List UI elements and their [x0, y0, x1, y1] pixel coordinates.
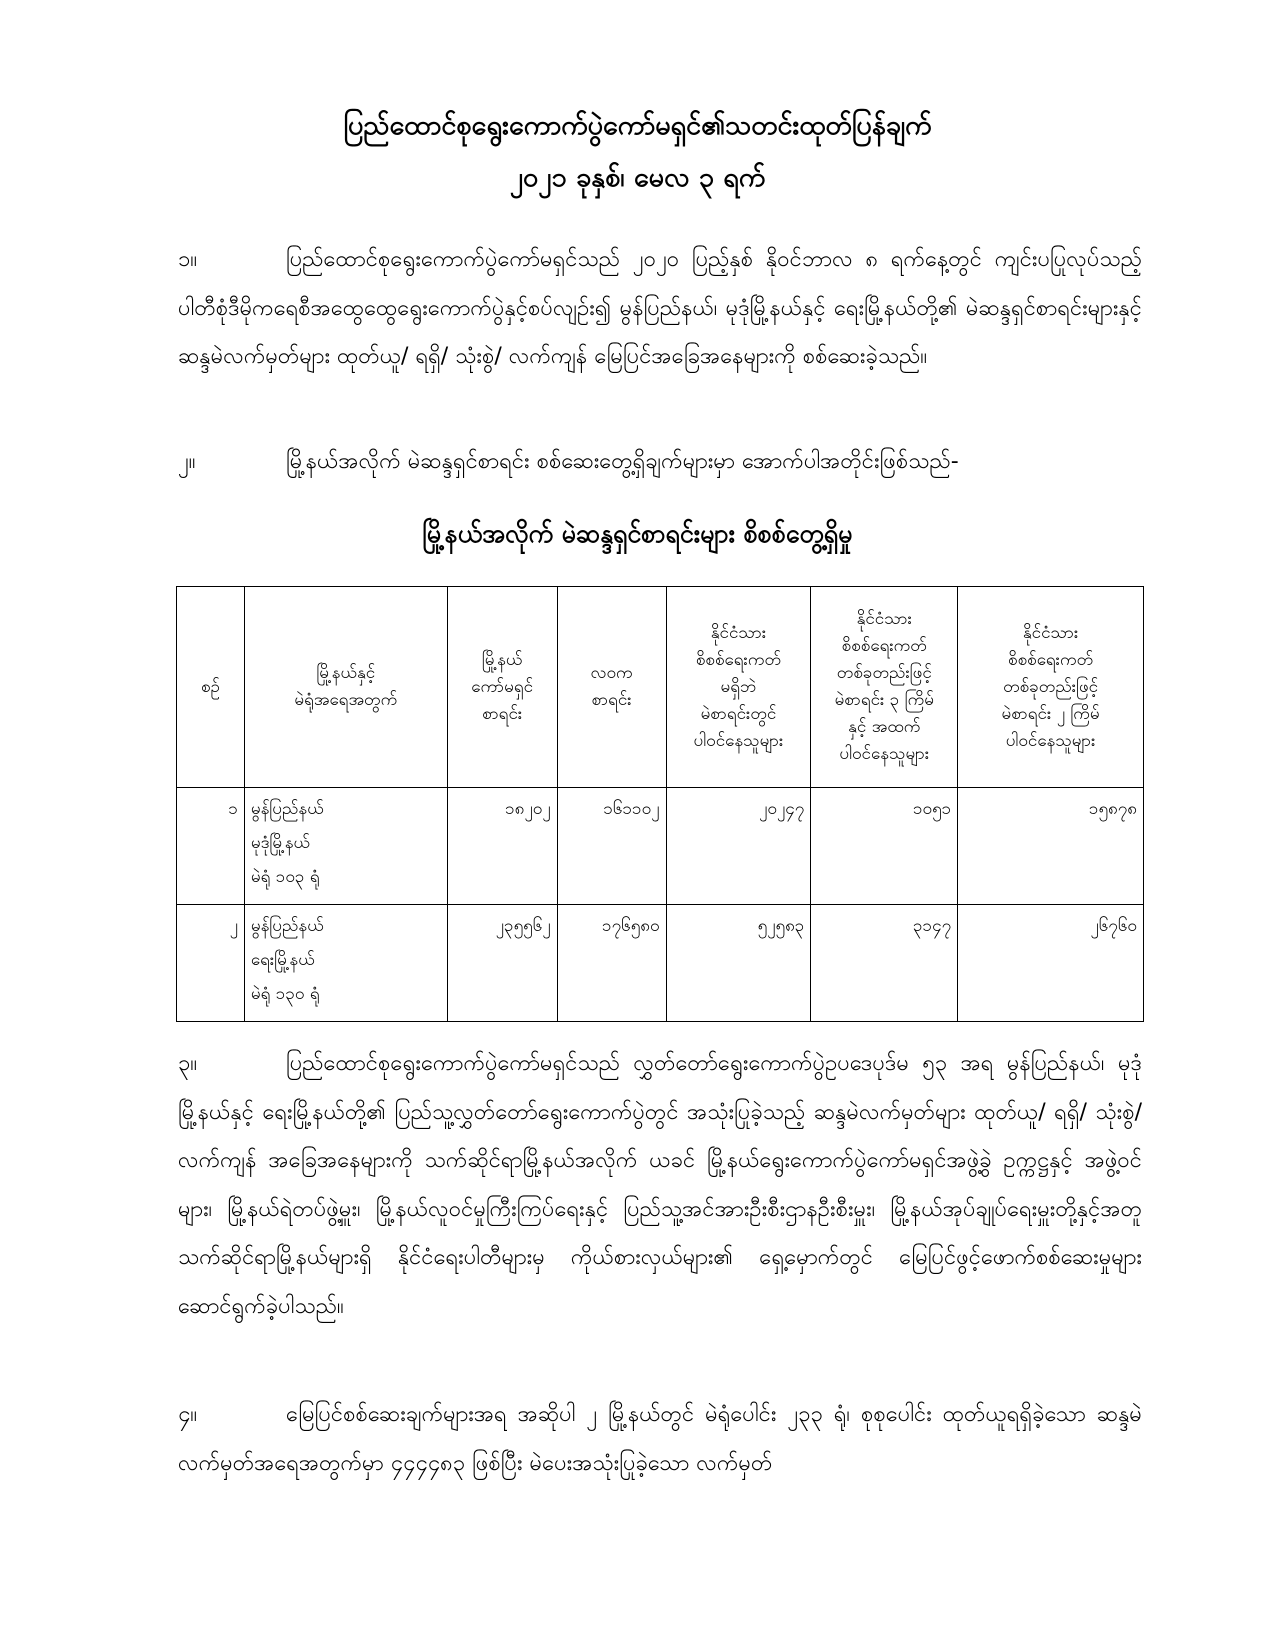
paragraph-number: ၄။ [178, 1402, 198, 1427]
table-row [177, 788, 1144, 905]
paragraph-number: ၂။ [178, 449, 196, 474]
paragraph-text: ပြည်ထောင်စုရွေးကောက်ပွဲကော်မရှင်သည် ၂၀၂၀ ပြည့်နှစ် နိုဝင်ဘာလ ၈ ရက်နေ့တွင် ကျင်းပပြုလုပ်သည့် ပါတီစုံဒီမိုကရေစီအထွေထွေရွေးကောက်ပွဲနှင့်စပ်လျဉ်း၍ မွန်ပြည်နယ်၊ မုဒုံမြို့နယ်နှင့် ရေးမြို့နယ်တို့၏ မဲဆန္ဒရှင်စာရင်းများနှင့် ဆန္ဒမဲလက်မှတ်များ ထုတ်ယူ/ ရရှိ/ သုံးစွဲ/ လက်ကျန် မြေပြင်အခြေအနေများကို စစ်ဆေးခဲ့သည်။ [178, 247, 1142, 369]
paragraph-number: ၃။ [178, 1051, 198, 1076]
header-three-times: နိုင်ငံသား စိစစ်ရေးကတ် တစ်ခုတည်းဖြင့် မဲစာရင်း ၃ ကြိမ် နှင့် အထက် ပါဝင်နေသူများ [811, 587, 958, 788]
release-date: ၂၀၂၁ ခုနှစ်၊ မေလ ၃ ရက် [509, 162, 766, 193]
header-serial: စဉ် [177, 587, 245, 788]
paragraph-4 [178, 1391, 1142, 1488]
paragraph-2 [178, 438, 1142, 487]
header-two-times: နိုင်ငံသား စိစစ်ရေးကတ် တစ်ခုတည်းဖြင့် မဲစာရင်း ၂ ကြိမ် ပါဝင်နေသူများ [958, 587, 1144, 788]
paragraph-number: ၁။ [178, 247, 198, 272]
cell-two-times: ၂၆၇၆၀ [958, 905, 1144, 1022]
table-title: မြို့နယ်အလိုက် မဲဆန္ဒရှင်စာရင်းများ စိစစ်တွေ့ရှိမှု [422, 519, 853, 548]
header-immigration-list: လဝက စာရင်း [557, 587, 666, 788]
cell-township: မွန်ပြည်နယ် ရေးမြို့နယ် မဲရုံ ၁၃၀ ရုံ [244, 905, 447, 1022]
cell-two-times: ၁၅၈၇၈ [958, 788, 1144, 905]
findings-table [176, 586, 1144, 1022]
cell-commission-list: ၂၃၅၅၆၂ [447, 905, 557, 1022]
cell-township: မွန်ပြည်နယ် မုဒုံမြို့နယ် မဲရုံ ၁၀၃ ရုံ [244, 788, 447, 905]
header-commission-list: မြို့နယ် ကော်မရှင် စာရင်း [447, 587, 557, 788]
cell-three-times: ၃၁၄၇ [811, 905, 958, 1022]
paragraph-text: ပြည်ထောင်စုရွေးကောက်ပွဲကော်မရှင်သည် လွှတ်တော်ရွေးကောက်ပွဲဥပဒေပုဒ်မ ၅၃ အရ မွန်ပြည်နယ်၊ မုဒုံမြို့နယ်နှင့် ရေးမြို့နယ်တို့၏ ပြည်သူ့လွှတ်တော်ရွေးကောက်ပွဲတွင် အသုံးပြုခဲ့သည့် ဆန္ဒမဲလက်မှတ်များ ထုတ်ယူ/ ရရှိ/ သုံးစွဲ/ လက်ကျန် အခြေအနေများကို သက်ဆိုင်ရာမြို့နယ်အလိုက် ယခင် မြို့နယ်ရွေးကောက်ပွဲကော်မရှင်အဖွဲ့ခွဲ ဥက္ကဋ္ဌနှင့် အဖွဲ့ဝင်များ၊ မြို့နယ်ရဲတပ်ဖွဲ့မှူး၊ မြို့နယ်လူဝင်မှုကြီးကြပ်ရေးနှင့် ပြည်သူ့အင်အားဦးစီးဌာနဦးစီးမှူး၊ မြို့နယ်အုပ်ချုပ်ရေးမှူးတို့နှင့်အတူ သက်ဆိုင်ရာမြို့နယ်များရှိ နိုင်ငံရေးပါတီများမှ ကိုယ်စားလှယ်များ၏ ရှေ့မှောက်တွင် မြေပြင်ဖွင့်ဖောက်စစ်ဆေးမှုများ ဆောင်ရွက်ခဲ့ပါသည်။ [178, 1051, 1142, 1319]
paragraph-text: မြေပြင်စစ်ဆေးချက်များအရ အဆိုပါ ၂ မြို့နယ်တွင် မဲရုံပေါင်း ၂၃၃ ရုံ၊ စုစုပေါင်း ထုတ်ယူရရှိခဲ့သော ဆန္ဒမဲလက်မှတ်အရေအတွက်မှာ ၄၄၄၄၈၃ ဖြစ်ပြီး မဲပေးအသုံးပြုခဲ့သော လက်မှတ် [178, 1402, 1142, 1476]
cell-serial: ၂ [177, 905, 245, 1022]
header-township: မြို့နယ်နှင့် မဲရုံအရေအတွက် [244, 587, 447, 788]
cell-no-id-card: ၂၀၂၄၇ [666, 788, 811, 905]
cell-commission-list: ၁၈၂၀၂ [447, 788, 557, 905]
paragraph-text: မြို့နယ်အလိုက် မဲဆန္ဒရှင်စာရင်း စစ်ဆေးတွေ့ရှိချက်များမှာ အောက်ပါအတိုင်းဖြစ်သည်- [286, 449, 959, 474]
table-row [177, 905, 1144, 1022]
table-header-row [177, 587, 1144, 788]
header-no-id-card: နိုင်ငံသား စိစစ်ရေးကတ် မရှိဘဲ မဲစာရင်းတွင် ပါဝင်နေသူများ [666, 587, 811, 788]
cell-no-id-card: ၅၂၅၈၃ [666, 905, 811, 1022]
cell-serial: ၁ [177, 788, 245, 905]
paragraph-1 [178, 236, 1142, 382]
page-title: ပြည်ထောင်စုရွေးကောက်ပွဲကော်မရှင်၏သတင်းထုတ်ပြန်ချက် [343, 110, 932, 141]
cell-three-times: ၁၀၅၁ [811, 788, 958, 905]
paragraph-3 [178, 1040, 1142, 1331]
cell-immigration-list: ၁၆၁၁၀၂ [557, 788, 666, 905]
cell-immigration-list: ၁၇၆၅၈၀ [557, 905, 666, 1022]
